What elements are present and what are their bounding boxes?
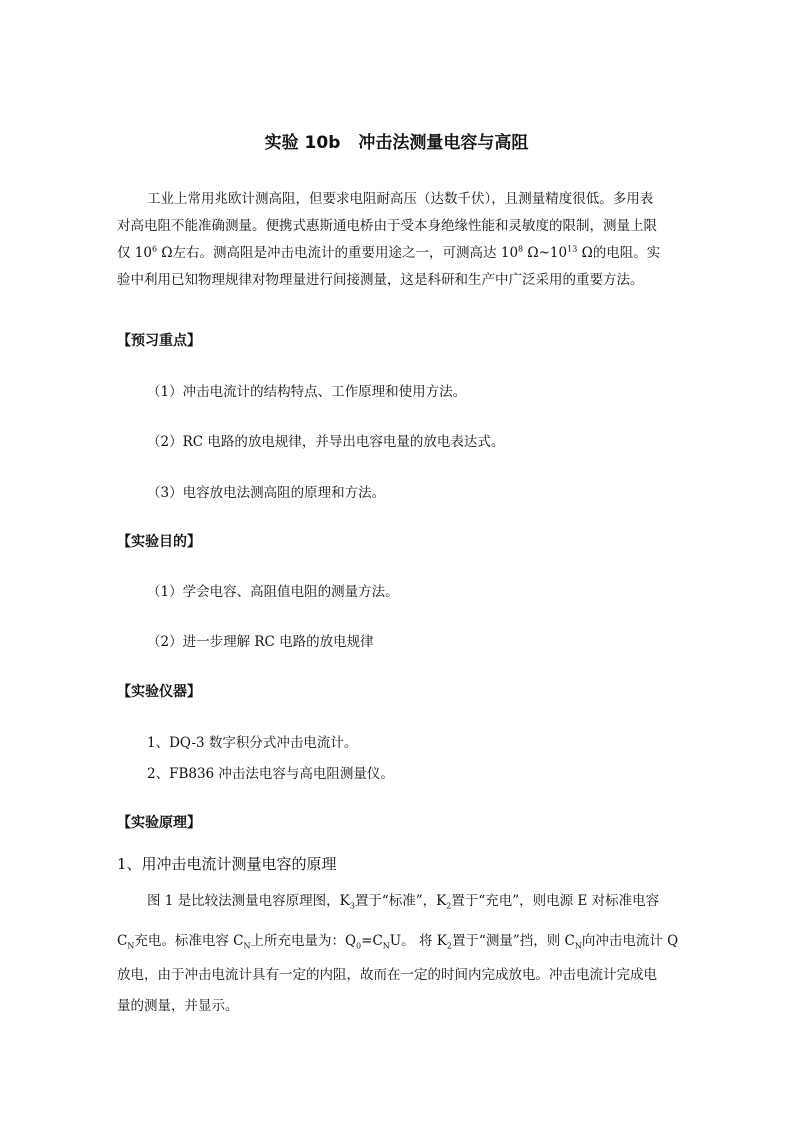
principle-line-3: 放电，由于冲击电流计具有一定的内阻，故而在一定的时间内完成放电。冲击电流计完成电: [117, 967, 657, 983]
principle-line-4: 量的测量，并显示。: [117, 998, 239, 1014]
purpose-heading: 【实验目的】: [117, 534, 201, 550]
instruments-heading: 【实验仪器】: [117, 684, 201, 700]
preview-item-3: （3）电容放电法测高阻的原理和方法。: [147, 485, 386, 501]
instrument-item-2: 2、FB836 冲击法电容与高电阻测量仪。: [147, 766, 394, 782]
principle-section-1-title: 1、用冲击电流计测量电容的原理: [117, 855, 337, 873]
title-experiment-name: 冲击法测量电容与高阻: [358, 133, 529, 153]
principle-heading: 【实验原理】: [117, 815, 201, 831]
instrument-item-1: 1、DQ-3 数字积分式冲击电流计。: [147, 735, 358, 751]
intro-line-1: 工业上常用兆欧计测高阻，但要求电阻耐高压（达数千伏），且测量精度很低。多用表: [147, 191, 654, 207]
preview-item-1: （1）冲击电流计的结构特点、工作原理和使用方法。: [147, 384, 467, 400]
intro-line-2: 对高电阻不能准确测量。便携式惠斯通电桥由于受本身绝缘性能和灵敏度的限制，测量上限: [117, 218, 657, 234]
preview-item-2: （2）RC 电路的放电规律，并导出电容电量的放电表达式。: [147, 434, 505, 450]
page-title: [0, 128, 793, 153]
principle-line-2: $C_N$充电。标准电容 $C_N$上所充电量为：$Q_0=C_NU$。 将 $K_2$置于“测量”挡，则 $C_N$向冲击电流计 Q: [117, 933, 679, 951]
principle-line-1: 图 1 是比较法测量电容原理图，$K_3$置于“标准”，$K_2$置于“充电”，则电源 E 对标准电容: [147, 893, 660, 911]
purpose-item-1: （1）学会电容、高阻值电阻的测量方法。: [147, 584, 399, 600]
preview-heading: 【预习重点】: [117, 333, 201, 349]
intro-line-4: 验中利用已知物理规律对物理量进行间接测量，这是科研和生产中广泛采用的重要方法。: [117, 272, 644, 288]
title-experiment-number: 实验 10b: [264, 133, 341, 153]
intro-line-3: 仅 $10^6$ Ω左右。测高阻是冲击电流计的重要用途之一，可测高达 $10^8$ $\Omega\sim 10^{13}$ Ω的电阻。实: [117, 244, 661, 261]
purpose-item-2: （2）进一步理解 RC 电路的放电规律: [147, 634, 374, 650]
